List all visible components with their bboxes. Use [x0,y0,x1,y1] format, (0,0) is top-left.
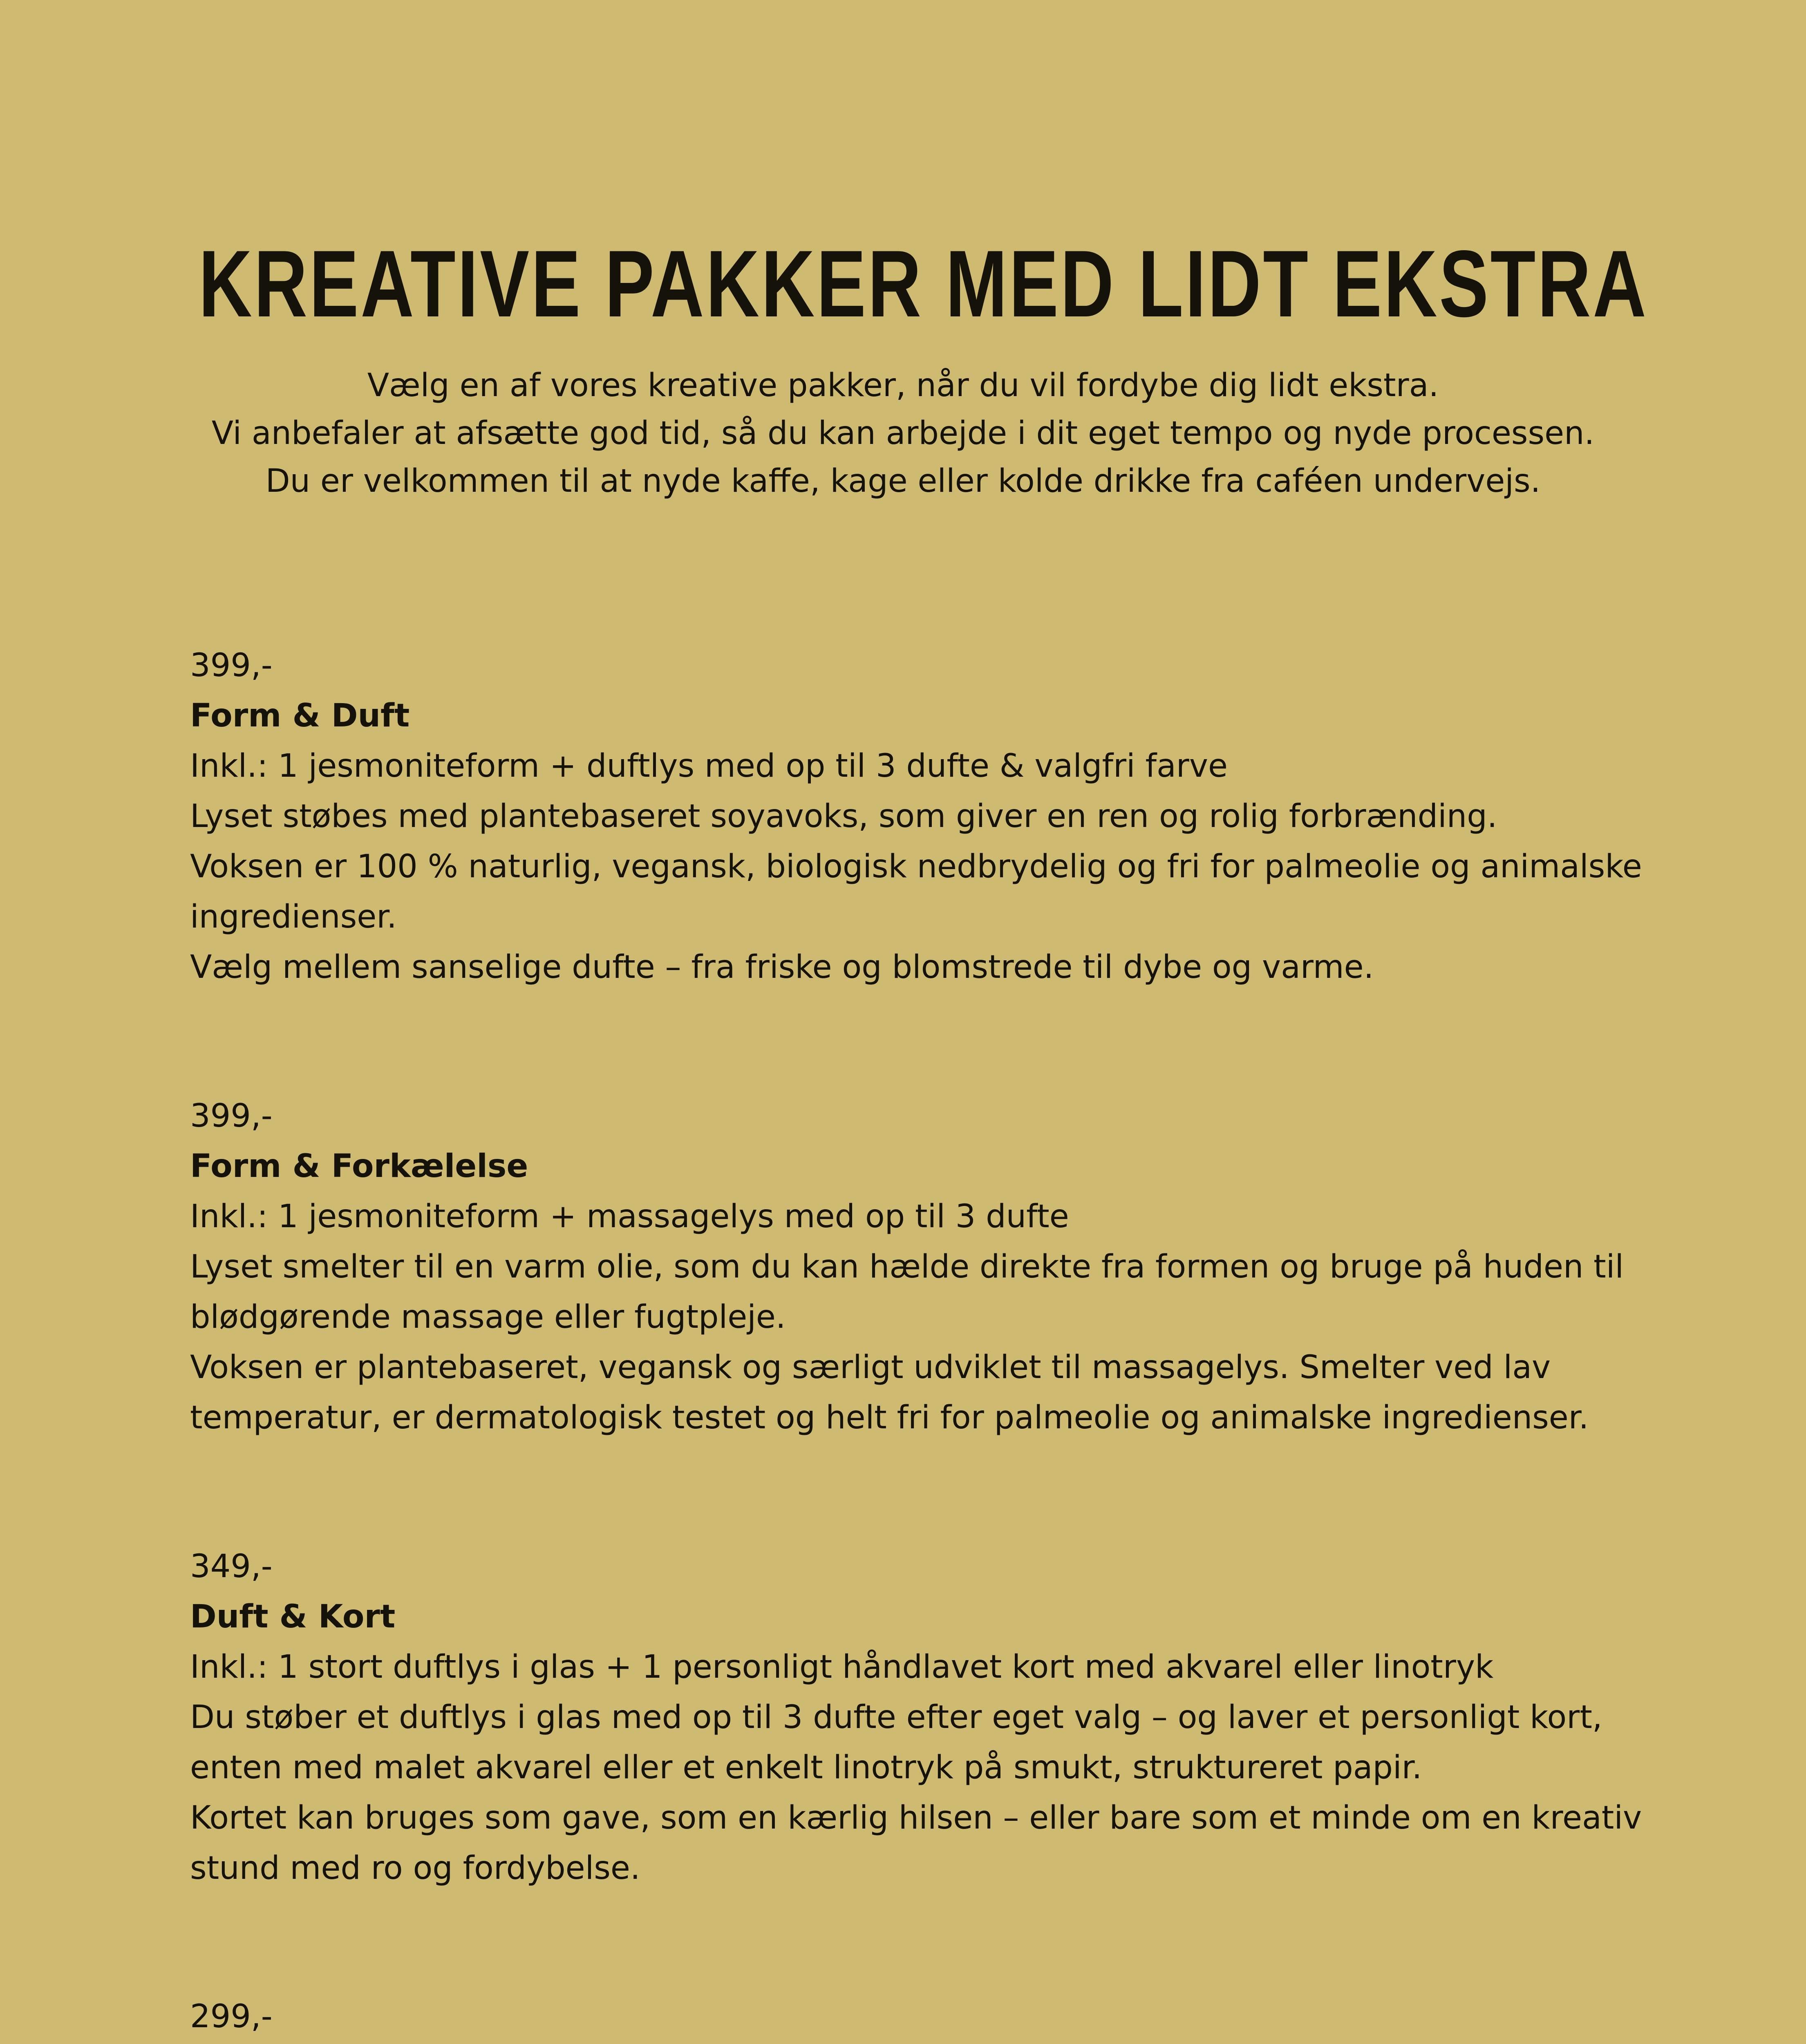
package-price: 399,- [190,647,273,684]
package-description-line: Inkl.: 1 jesmoniteform + massagelys med op til 3 dufte [190,1198,1069,1235]
package-duft-dekoration [190,1992,1784,2044]
package-description-line: Inkl.: 1 jesmoniteform + duftlys med op til 3 dufte & valgfri farve [190,748,1228,784]
package-form-duft [190,641,1784,993]
package-description-line: enten med malet akvarel eller et enkelt linotryk på smukt, struktureret papir. [190,1749,1422,1786]
intro-line: Vælg en af vores kreative pakker, når du vil fordybe dig lidt ekstra. [367,367,1439,404]
package-description-line: Voksen er plantebaseret, vegansk og særligt udviklet til massagelys. Smelter ved lav [190,1349,1551,1386]
intro-text [0,362,1806,505]
package-name: Duft & Kort [190,1598,396,1635]
package-description-line: Voksen er 100 % naturlig, vegansk, biologisk nedbrydelig og fri for palmeolie og animalske [190,848,1642,885]
package-description-line: Lyset smelter til en varm olie, som du kan hælde direkte fra formen og bruge på huden til [190,1248,1624,1285]
package-description-line: stund med ro og fordybelse. [190,1850,640,1887]
package-description-line: Kortet kan bruges som gave, som en kærlig hilsen – eller bare som et minde om en kreativ [190,1800,1642,1836]
package-description-line: Inkl.: 1 stort duftlys i glas + 1 personligt håndlavet kort med akvarel eller linotryk [190,1649,1494,1685]
package-duft-kort [190,1542,1784,1894]
package-description-line: blødgørende massage eller fugtpleje. [190,1299,786,1336]
intro-line: Du er velkommen til at nyde kaffe, kage eller kolde drikke fra caféen undervejs. [265,463,1541,500]
package-description-line: Vælg mellem sanselige dufte – fra friske og blomstrede til dybe og varme. [190,949,1374,986]
package-price: 399,- [190,1098,273,1134]
package-name: Form & Duft [190,697,410,734]
package-form-forkaelelse [190,1091,1784,1443]
package-name: Form & Forkælelse [190,1148,528,1185]
package-description-line: Du støber et duftlys i glas med op til 3 dufte efter eget valg – og laver et personligt kort, [190,1699,1602,1736]
package-description-line: Lyset støbes med plantebaseret soyavoks, som giver en ren og rolig forbrænding. [190,798,1497,835]
package-description-line: ingredienser. [190,899,397,935]
intro-line: Vi anbefaler at afsætte god tid, så du kan arbejde i dit eget tempo og nyde processen. [211,415,1595,452]
package-description-line: temperatur, er dermatologisk testet og helt fri for palmeolie og animalske ingredienser. [190,1399,1589,1436]
page-title: KREATIVE PAKKER MED LIDT EKSTRA [199,231,1648,337]
package-price: 299,- [190,1998,273,2035]
package-name [190,2042,1784,2044]
package-price: 349,- [190,1548,273,1585]
